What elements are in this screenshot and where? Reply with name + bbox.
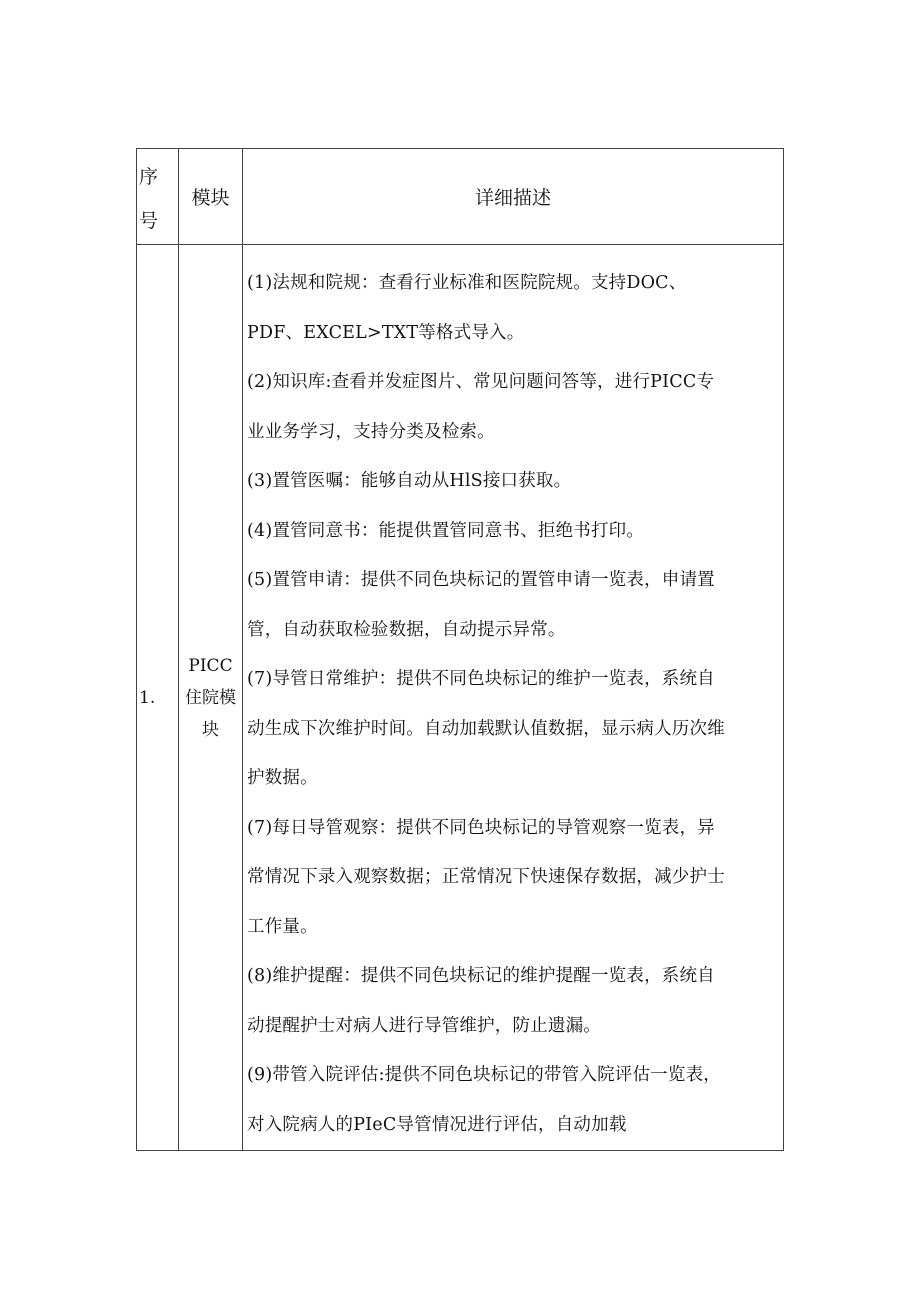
desc-line: (1)法规和院规：查看行业标准和医院院规。支持DOC、 (247, 273, 687, 293)
row-description (243, 245, 784, 1151)
row-module (179, 245, 243, 1151)
desc-line: 常情况下录入观察数据；正常情况下快速保存数据，减少护士 (247, 867, 725, 887)
header-seq (137, 149, 179, 245)
desc-line: 动提醒护士对病人进行导管维护，防止遗漏。 (247, 1015, 601, 1036)
desc-line: (8)维护提醒：提供不同色块标记的维护提醒一览表，系统自 (247, 966, 715, 986)
desc-line: (4)置管同意书：能提供置管同意书、拒绝书打印。 (247, 520, 645, 541)
table-header-row (137, 149, 784, 245)
requirements-table (136, 148, 784, 1151)
row-seq-number: 1. (139, 687, 156, 708)
table-row (137, 245, 784, 1151)
desc-line: (9)带管入院评估:提供不同色块标记的带管入院评估一览表， (247, 1065, 721, 1085)
header-seq-line1: 序 (139, 166, 159, 188)
desc-line: 管，自动获取检验数据，自动提示异常。 (247, 619, 566, 640)
desc-line: PDF、EXCEL>TXT等格式导入。 (247, 322, 525, 343)
header-module: 模块 (179, 149, 243, 245)
desc-line: (7)每日导管观察：提供不同色块标记的导管观察一览表，异 (247, 817, 715, 838)
desc-line: (7)导管日常维护：提供不同色块标记的维护一览表，系统自 (247, 669, 715, 689)
desc-line: (2)知识库:查看并发症图片、常见问题问答等，进行PICC专 (247, 372, 715, 392)
row-module-line3: 块 (202, 719, 219, 740)
desc-line: 护数据。 (247, 768, 318, 788)
row-module-line1: PICC (188, 655, 233, 676)
desc-line: 对入院病人的PIeC导管情况进行评估，自动加载 (247, 1114, 627, 1135)
row-seq (137, 245, 179, 1151)
desc-line: (5)置管申请：提供不同色块标记的置管申请一览表，申请置 (247, 570, 715, 590)
header-description: 详细描述 (243, 149, 784, 245)
desc-line: 工作量。 (247, 916, 318, 937)
desc-line: 动生成下次维护时间。自动加载默认值数据，显示病人历次维 (247, 718, 725, 739)
desc-line: (3)置管医嘱：能够自动从HlS接口获取。 (247, 471, 572, 491)
row-module-line2: 住院模 (185, 687, 236, 708)
desc-line: 业业务学习，支持分类及检索。 (247, 421, 495, 442)
header-seq-line2: 号 (139, 210, 159, 232)
